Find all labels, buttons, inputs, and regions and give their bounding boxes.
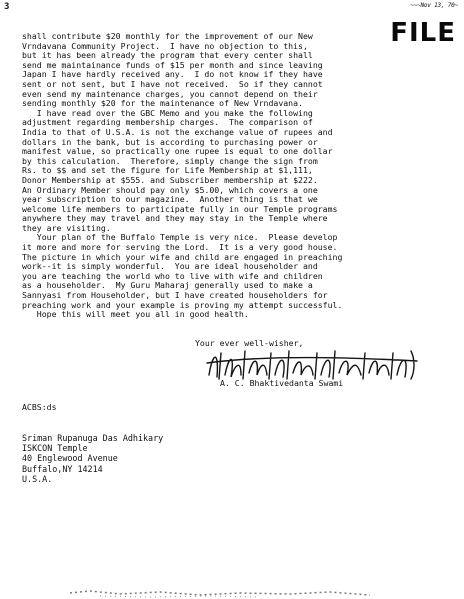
body-line: preaching work and your example is proving my attempt successful. <box>22 299 343 310</box>
body-line: An Ordinary Member should pay only $5.00, which covers a one <box>22 184 318 195</box>
signer-name: A. C. Bhaktivedanta Swami <box>220 378 344 388</box>
body-line: Your plan of the Buffalo Temple is very nice. Please develop <box>22 232 338 243</box>
body-line: I have read over the GBC Memo and you make the following <box>22 107 313 118</box>
body-line: Vrndavana Community Project. I have no objection to this, <box>22 40 308 51</box>
address-line: ISKCON Temple <box>22 443 88 454</box>
body-line: sent or not sent, but I have not received. So if they cannot <box>22 78 323 89</box>
body-line: anywhere they may travel and they may stay in the Temple where <box>22 213 328 224</box>
page-number: 3 <box>4 2 10 12</box>
body-line: it more and more for serving the Lord. It is a very good house. <box>22 242 338 253</box>
body-line: year subscription to our magazine. Another thing is that we <box>22 194 318 205</box>
body-line: by this calculation. Therefore, simply change the sign from <box>22 155 318 166</box>
address-line: 40 Englewood Avenue <box>22 453 118 464</box>
body-line: Sannyasi from Householder, but I have created householders for <box>22 290 328 301</box>
body-line: send me maintainance funds of $15 per month and since leaving <box>22 59 323 70</box>
date-stamp: ~~~Nov 13, 70~ <box>410 2 458 9</box>
body-line: manifest value, so practically one rupee is equal to one dollar <box>22 146 333 157</box>
body-line: adjustment regarding membership charges. The comparison of <box>22 117 313 128</box>
body-line: Donor Membership at $555. and Subscriber membership at $222. <box>22 174 318 185</box>
scan-noise <box>0 579 464 599</box>
letter-body <box>22 32 422 320</box>
body-line: as a householder. My Guru Maharaj generally used to make a <box>22 280 313 291</box>
body-line: Rs. to $$ and set the figure for Life Membership at $1,111, <box>22 165 313 176</box>
address-line: U.S.A. <box>22 473 53 484</box>
body-line: shall contribute $20 monthly for the improvement of our New <box>22 31 313 41</box>
file-stamp: FILE <box>390 18 456 48</box>
closing: Your ever well-wisher, <box>195 338 304 348</box>
body-line: Japan I have hardly received any. I do not know if they have <box>22 69 323 80</box>
address-line: Buffalo,NY 14214 <box>22 463 103 474</box>
address-line: Sriman Rupanuga Das Adhikary <box>22 433 164 443</box>
body-line: you are teaching the world who to live with wife and children <box>22 270 323 281</box>
body-line: Hope this will meet you all in good health. <box>22 309 249 320</box>
body-line: dollars in the bank, but is according to purchasing power or <box>22 136 318 147</box>
body-line: even send my maintenance charges, you cannot depend on their <box>22 88 318 99</box>
recipient-address <box>22 433 163 484</box>
body-line: sending monthly $20 for the maintenance of New Vrndavana. <box>22 98 303 109</box>
body-line: welcome life members to participate fully in our Temple programs <box>22 203 338 214</box>
body-line: but it has been already the program that every center shall <box>22 50 313 61</box>
body-line: India to that of U.S.A. is not the exchange value of rupees and <box>22 126 333 137</box>
body-line: work--it is simply wonderful. You are ideal householder and <box>22 261 318 272</box>
body-line: The picture in which your wife and child are engaged in preaching <box>22 251 343 262</box>
reference-initials: ACBS:ds <box>22 402 57 412</box>
body-line: they are visiting. <box>22 222 111 233</box>
